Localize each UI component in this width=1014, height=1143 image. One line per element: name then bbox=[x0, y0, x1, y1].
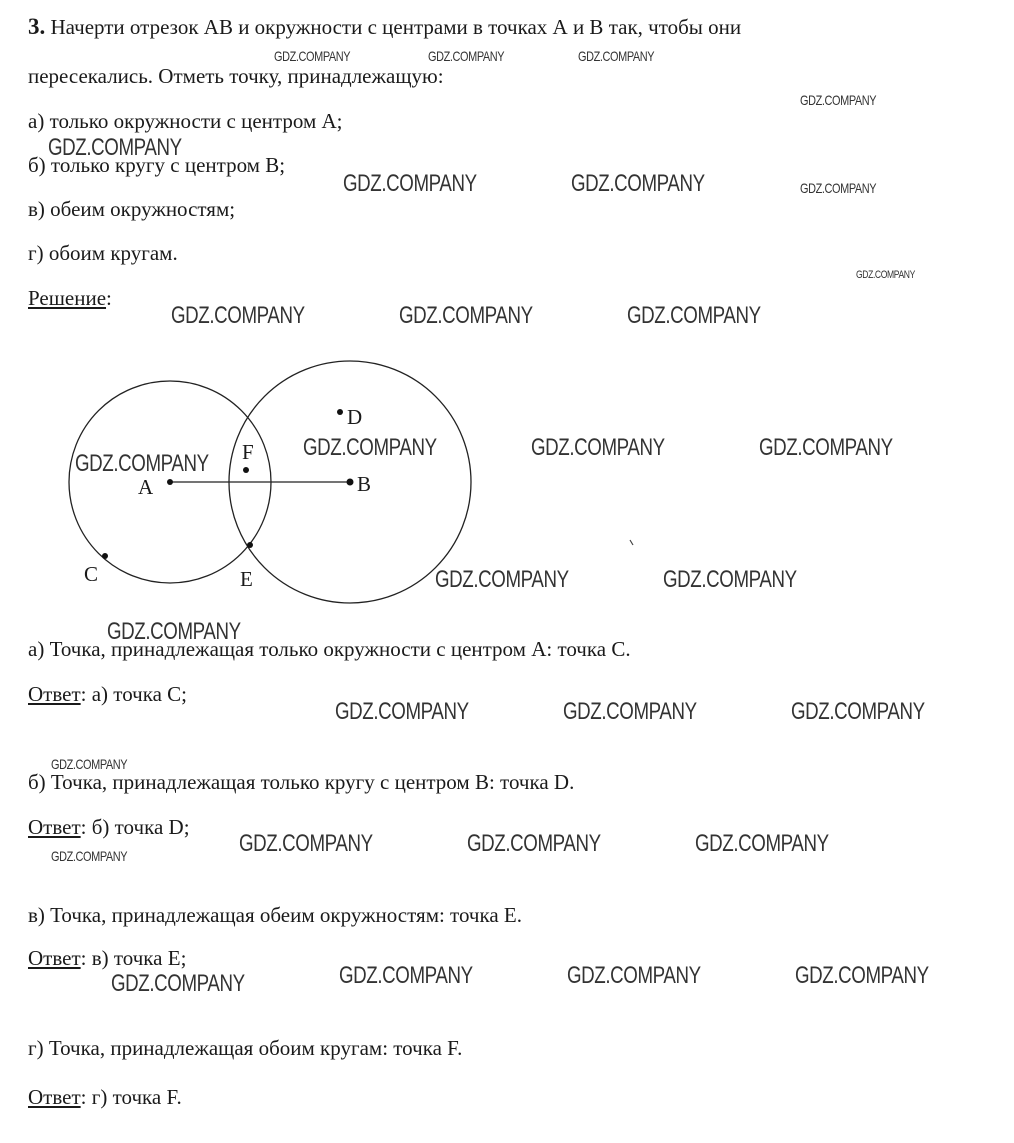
answer-b-text: б) Точка, принадлежащая только кругу с центром В: точка D. bbox=[28, 770, 575, 794]
task-item-d: г) обоим кругам. bbox=[28, 241, 178, 265]
solution-label: Решение bbox=[28, 286, 107, 310]
answer-a-value: : а) точка С; bbox=[80, 682, 188, 706]
point-d-label: D bbox=[347, 405, 363, 429]
point-c-label: C bbox=[84, 562, 99, 586]
answer-a-text: а) Точка, принадлежащая только окружности с центром А: точка С. bbox=[28, 637, 631, 661]
watermark: GDZ.COMPANY bbox=[428, 48, 505, 64]
watermark: GDZ.COMPANY bbox=[107, 618, 241, 645]
stray-mark bbox=[630, 540, 633, 545]
watermark: GDZ.COMPANY bbox=[48, 134, 182, 161]
watermark: GDZ.COMPANY bbox=[435, 566, 569, 593]
task-item-b: б) только кругу с центром В; bbox=[28, 153, 286, 177]
point-b-label: B bbox=[357, 472, 372, 496]
point-d-dot bbox=[337, 409, 343, 415]
watermark: GDZ.COMPANY bbox=[239, 830, 373, 857]
task-text-1: Начерти отрезок АВ и окружности с центрами в точках А и В так, чтобы они bbox=[50, 15, 742, 39]
task-line-2: пересекались. Отметь точку, принадлежащую: bbox=[28, 64, 444, 88]
answer-d-text: г) Точка, принадлежащая обоим кругам: точка F. bbox=[28, 1036, 463, 1060]
watermark: GDZ.COMPANY bbox=[856, 269, 915, 281]
watermark: GDZ.COMPANY bbox=[274, 48, 351, 64]
answer-a bbox=[28, 681, 187, 707]
watermark: GDZ.COMPANY bbox=[531, 434, 665, 461]
watermark: GDZ.COMPANY bbox=[759, 434, 893, 461]
watermark: GDZ.COMPANY bbox=[343, 170, 477, 197]
answer-c-label: Ответ bbox=[28, 946, 81, 970]
watermark: GDZ.COMPANY bbox=[171, 302, 305, 329]
answer-a-label: Ответ bbox=[28, 682, 81, 706]
answer-d-label: Ответ bbox=[28, 1085, 81, 1109]
watermark: GDZ.COMPANY bbox=[795, 962, 929, 989]
watermark: GDZ.COMPANY bbox=[663, 566, 797, 593]
point-f-label: F bbox=[242, 440, 254, 464]
answer-c-value: : в) точка Е; bbox=[80, 946, 187, 970]
watermark: GDZ.COMPANY bbox=[800, 92, 877, 108]
point-a-dot bbox=[167, 479, 173, 485]
answer-b bbox=[28, 814, 190, 840]
watermark: GDZ.COMPANY bbox=[111, 970, 245, 997]
watermark: GDZ.COMPANY bbox=[563, 698, 697, 725]
watermark: GDZ.COMPANY bbox=[578, 48, 655, 64]
solution-colon: : bbox=[106, 286, 112, 310]
point-c-dot bbox=[102, 553, 108, 559]
watermark: GDZ.COMPANY bbox=[567, 962, 701, 989]
point-a-label: A bbox=[138, 475, 154, 499]
watermark: GDZ.COMPANY bbox=[627, 302, 761, 329]
point-b-dot bbox=[347, 479, 354, 486]
watermark: GDZ.COMPANY bbox=[399, 302, 533, 329]
watermark: GDZ.COMPANY bbox=[51, 848, 128, 864]
watermark: GDZ.COMPANY bbox=[303, 434, 437, 461]
point-e-dot bbox=[247, 542, 253, 548]
watermark: GDZ.COMPANY bbox=[467, 830, 601, 857]
answer-c bbox=[28, 945, 186, 971]
answer-c-text: в) Точка, принадлежащая обеим окружностям: точка Е. bbox=[28, 903, 523, 927]
answer-d bbox=[28, 1084, 182, 1110]
task-item-a: а) только окружности с центром А; bbox=[28, 109, 343, 133]
watermark: GDZ.COMPANY bbox=[800, 180, 877, 196]
watermark: GDZ.COMPANY bbox=[791, 698, 925, 725]
answer-d-value: : г) точка F. bbox=[80, 1085, 182, 1109]
watermark: GDZ.COMPANY bbox=[335, 698, 469, 725]
point-f-dot bbox=[243, 467, 249, 473]
watermark: GDZ.COMPANY bbox=[339, 962, 473, 989]
answer-b-value: : б) точка D; bbox=[80, 815, 190, 839]
watermark: GDZ.COMPANY bbox=[51, 756, 128, 772]
watermark: GDZ.COMPANY bbox=[571, 170, 705, 197]
answer-b-label: Ответ bbox=[28, 815, 81, 839]
watermark: GDZ.COMPANY bbox=[75, 450, 209, 477]
point-e-label: E bbox=[240, 567, 253, 591]
task-number: 3. bbox=[28, 14, 46, 39]
task-item-c: в) обеим окружностям; bbox=[28, 197, 236, 221]
watermark: GDZ.COMPANY bbox=[695, 830, 829, 857]
